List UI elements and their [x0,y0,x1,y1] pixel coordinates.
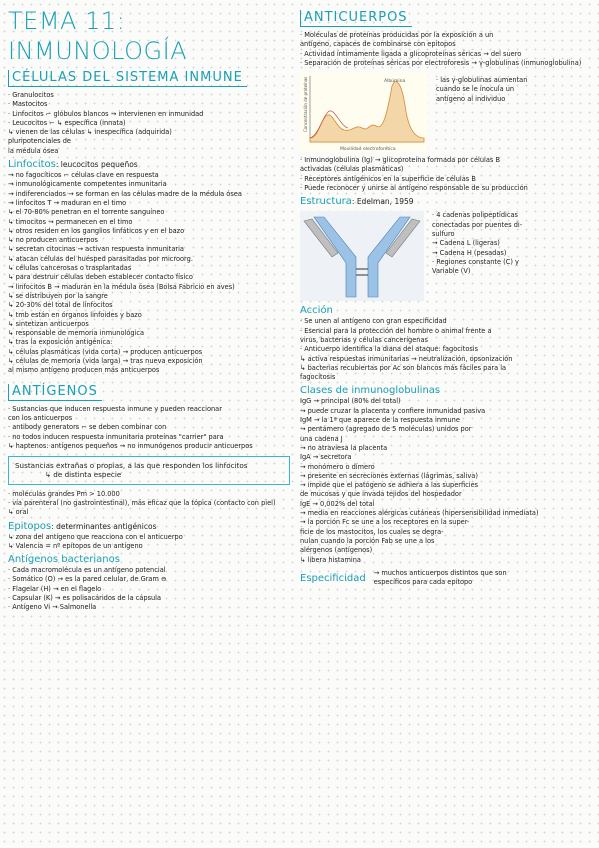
list-item: ↳ tras la exposición antigénica: [8,338,113,347]
section-title-antigenos: ANTÍGENOS [8,384,102,401]
heading-text: Linfocitos [8,159,56,171]
list-item: ↳ para destruir células deben establecer contacto físico [8,273,193,282]
list-item: → la porción Fc se une a los receptores en la super- [300,518,470,527]
electrophoresis-figure [300,72,592,152]
list-item: virus, bacterias y células cancerígenas [300,335,428,344]
anticuerpos-list [300,31,592,68]
list-item: · Puede reconocer y unirse al antígeno responsable de su producción [300,184,528,193]
list-item: → muchos anticuerpos distintos que son [373,568,507,577]
list-item: IgE → 0,002% del total [300,499,375,508]
list-item: Variable (V) [432,267,471,276]
list-item: → inmunológicamente competentes inmunitaria [8,180,167,189]
list-item: ↳ responsable de memoria inmunológica [8,329,145,338]
list-item: · Anticuerpo identifica la diana del ataque: fagocitosis [300,345,479,354]
list-item: ↳ zona del antígeno que reacciona con el anticuerpo [8,532,183,541]
list-item: antígeno, capaces de combinarse con epitopos [300,40,456,49]
list-item: · moléculas grandes Pm > 10.000 [8,489,120,498]
list-item: · Granulocitos [8,91,54,99]
list-item: · Receptores antigénicos en la superficie de células B [300,174,476,183]
structure-note [432,211,592,301]
heading-sub: : determinantes antigénicos [51,521,157,531]
list-item: · Somático (O) → es la pared celular, de Gram ⊖ [8,575,167,584]
graph-note [436,72,592,152]
list-item: una cadena J [300,434,343,443]
list-item: → Cadena L (ligeras) [432,239,500,248]
list-item: ↳ tmb están en órganos linfoides y bazo [8,310,142,319]
list-item: ↳ haptenos: antígenos pequeños → no inmunógenos producir anticuerpos [8,441,253,450]
heading-text: Epitopos [8,520,52,532]
list-item: → no fagocíticos ⌐ células clave en respuesta [8,171,159,180]
list-item: fagocitosis [300,373,336,382]
definition-box [8,456,290,485]
electrophoresis-graph [300,72,428,152]
list-item: · Leucocitos ⌐ ↳ específica (innata) [8,118,126,127]
list-item: ↳ células cancerosas o trasplantadas [8,264,132,273]
list-item: → linfocitos T → maduran en el timo [8,198,127,207]
list-item: · Mastocitos [8,100,48,109]
list-item: ↳ secretan citocinas → activan respuesta inmunitaria [8,245,184,254]
clases-list [300,397,592,564]
list-item: sulfuro [432,229,455,238]
antigenos-props [8,490,290,518]
list-item: ↳ bacterias recubiertas por Ac son blancos más fáciles para la [300,363,507,372]
list-item: con los anticuerpos [8,413,73,422]
list-item: IgA → secretora [300,453,352,462]
list-item: ↳ no producen anticuerpos [8,236,98,245]
list-item: · Linfocitos ⌐ glóbulos blancos → intervienen en inmunidad [8,109,204,118]
list-item: ↳ el 70-80% penetran en el torrente sanguíneo [8,208,165,217]
list-item: IgM → la 1ª que aparece de la respuesta inmune [300,416,460,425]
antigenos-list [8,405,290,451]
list-item: específicos para cada epítopo [373,578,473,587]
list-item: nulan cuando la porción Fab se une a los [300,536,435,545]
list-item: ↳ timocitos → permanecen en el timo [8,217,133,226]
list-item: → indiferenciados → se forman en las células madre de la médula ósea [8,189,242,198]
list-item: · Sustancias que inducen respuesta inmune y pueden reaccionar [8,404,222,413]
accion-list [300,317,592,382]
list-item: antígeno al individuo [436,94,506,103]
list-item: · antibody generators ⌐ se deben combinar con [8,423,167,432]
list-item: · Antígeno Vi → Salmonella [8,603,97,612]
left-column [8,6,290,613]
list-item: · Separación de proteínas séricas por electroforesis → γ-globulinas (inmunoglobulina) [300,58,582,67]
list-item: ↳ libera histamina [300,555,361,564]
list-item: · Flagelar (H) → en el flagelo [8,584,102,593]
celulas-list [8,91,290,156]
list-item: · Actividad íntimamente ligada a glicoproteínas séricas → del suero [300,49,522,58]
definition-text: Sustancias extrañas o propias, a las que responden los linfocitos [15,461,248,471]
list-item: → Cadena H (pesadas) [432,248,507,257]
list-item: ↳ activa respuestas inmunitarias → neutralización, opsonización [300,354,513,363]
list-item: ↳ células de memoria (vida larga) → tras nueva exposición [8,357,203,366]
graph-ylabel: Concentración de proteínas [303,76,308,133]
list-item: · Esencial para la protección del hombre o animal frente a [300,326,492,335]
list-item: · Se unen al antígeno con gran especificidad [300,317,447,326]
especificidad-block [300,569,592,588]
list-item: ↳ otros residen en los ganglios linfáticos y en el bazo [8,226,185,235]
list-item: · 4 cadenas polipeptídicas [432,211,518,220]
list-item: → puede cruzar la placenta y confiere inmunidad pasiva [300,406,486,415]
list-item: · las γ-globulinas aumentan [436,76,528,85]
list-item: al mismo antígeno producen más anticuerpos [8,366,160,375]
list-item: · Capsular (K) → es polisacáridos de la cápsula [8,594,162,603]
list-item: → impide que el patógeno se adhiera a las superficies [300,481,479,490]
heading-linfocitos [8,159,290,170]
list-item: → linfocitos B → maduran en la médula ósea (Bolsa Fabricio en aves) [8,282,235,291]
list-item: → monómero o dímero [300,462,375,471]
list-item: → no atraviesa la placenta [300,443,388,452]
list-item: · Inmunoglobulina (Ig) → glicoproteína formada por células B [300,156,500,165]
list-item: ↳ se distribuyen por la sangre [8,291,108,300]
section-title-celulas: CÉLULAS DEL SISTEMA INMUNE [8,70,247,87]
list-item: ↳ oral [8,508,29,517]
list-item: IgG → principal (80% del total) [300,397,401,406]
list-item: ficie de los mastocitos, los cuales se degra- [300,527,444,536]
heading-text: Estructura [300,196,352,208]
list-item: · Regiones constante (C) y [432,257,519,266]
list-item: · Moléculas de proteínas producidas por la exposición a un [300,31,494,39]
section-title-anticuerpos: ANTICUERPOS [300,10,412,27]
right-column [300,6,592,591]
heading-sub: : Edelman, 1959 [351,197,414,207]
antibody-figure [300,211,592,301]
heading-especificidad: Especificidad [300,572,366,584]
list-item: ↳ células plasmáticas (vida corta) → producen anticuerpos [8,347,203,356]
list-item: · vía parenteral (no gastrointestinal), más eficaz que la tópica (contacto con piel) [8,498,276,507]
heading-estructura [300,196,592,207]
graph-peak-label: Albúmina [384,79,406,85]
list-item: conectadas por puentes di- [432,220,523,229]
list-item: ↳ atacan células del huésped parasitadas por microorg. [8,254,193,263]
antibody-structure-diagram [300,211,424,301]
heading-accion: Acción [300,305,333,317]
list-item: → pentámero (agregado de 5 moléculas) unidos por [300,425,472,434]
list-item: → media en reacciones alérgicas cutáneas (hipersensibilidad inmediata) [300,509,539,518]
heading-sub: : leucocitos pequeños [55,160,138,170]
list-item: la médula ósea [8,146,59,155]
list-item: alérgenos (antígenos) [300,546,373,555]
list-item: pluripotenciales de [8,137,71,146]
page-title: TEMA 11: INMUNOLOGÍA [8,7,188,65]
list-item: · Cada macromolécula es un antígeno potencial [8,566,166,575]
list-item: · no todos inducen respuesta inmunitaria proteínas "carrier" para [8,432,224,441]
list-item: ↳ vienen de las células ↳ inespecífica (adquirida) [8,128,172,137]
definition-sub: ↳ de distinta especie [45,470,122,480]
list-item: ↳ 20-30% del total de linfocitos [8,301,113,310]
heading-epitopos [8,521,290,532]
list-item: ↳ sintetizan anticuerpos [8,319,89,328]
graph-xlabel: Movilidad electroforética [340,147,396,153]
especificidad-text [374,569,592,588]
list-item: → presente en secreciones externas (lágrimas, saliva) [300,471,478,480]
list-item: activadas (células plasmáticas) [300,165,404,174]
list-item: cuando se le inocula un [436,85,515,94]
linfocitos-list [8,171,290,376]
list-item: ↳ Valencia = nº epítopos de un antígeno [8,541,143,550]
heading-clases: Clases de inmunoglobulinas [300,385,441,397]
list-item: de mucosas y que invada tejidos del hospedador [300,490,462,499]
heading-antigenos-bacterianos: Antígenos bacterianos [8,554,120,566]
inmunoglobulina-list [300,156,592,193]
